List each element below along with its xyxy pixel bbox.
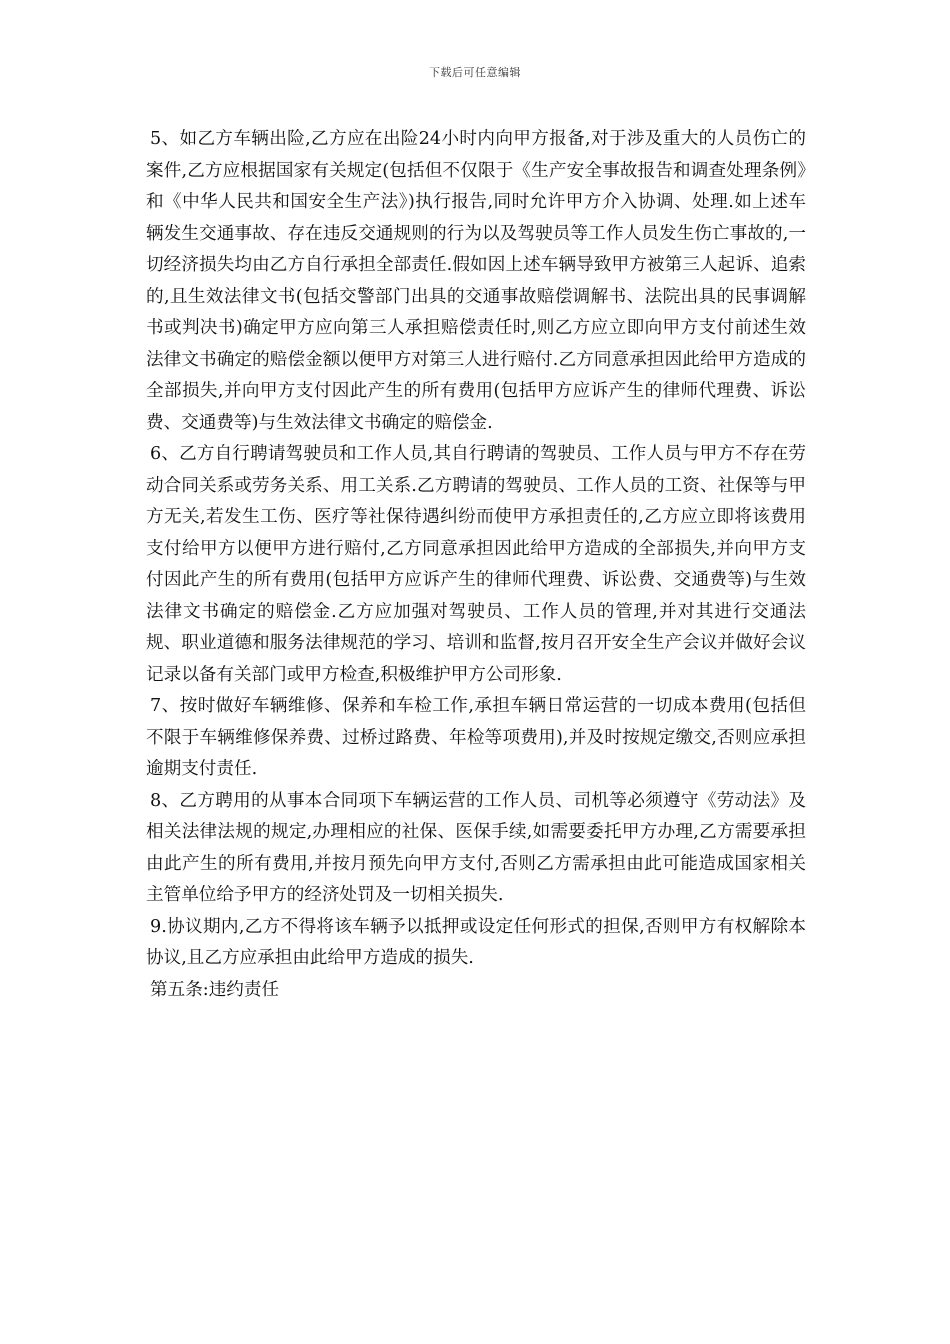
clause-8-paragraph: 8、乙方聘用的从事本合同项下车辆运营的工作人员、司机等必须遵守《劳动法》及相关法律法规的规定,办理相应的社保、医保手续,如需要委托甲方办理,乙方需要承担由此产生的所有费用,并按月预先向甲方支付,否则乙方需承担由此可能造成国家相关主管单位给予甲方的经济处罚及一切相关损失.	[146, 790, 806, 905]
document-body	[146, 124, 806, 1006]
clause-5-paragraph: 5、如乙方车辆出险,乙方应在出险24小时内向甲方报备,对于涉及重大的人员伤亡的案件,乙方应根据国家有关规定(包括但不仅限于《生产安全事故报告和调查处理条例》和《中华人民共和国安全生产法》)执行报告,同时允许甲方介入协调、处理.如上述车辆发生交通事故、存在违反交通规则的行为以及驾驶员等工作人员发生伤亡事故的,一切经济损失均由乙方自行承担全部责任.假如因上述车辆导致甲方被第三人起诉、追索的,且生效法律文书(包括交警部门出具的交通事故赔偿调解书、法院出具的民事调解书或判决书)确定甲方应向第三人承担赔偿责任时,则乙方应立即向甲方支付前述生效法律文书确定的赔偿金额以便甲方对第三人进行赔付.乙方同意承担因此给甲方造成的全部损失,并向甲方支付因此产生的所有费用(包括甲方应诉产生的律师代理费、诉讼费、交通费等)与生效法律文书确定的赔偿金.	[146, 129, 806, 433]
page-header-note: 下载后可任意编辑	[429, 66, 521, 79]
clause-9-paragraph: 9.协议期内,乙方不得将该车辆予以抵押或设定任何形式的担保,否则甲方有权解除本协议,且乙方应承担由此给甲方造成的损失.	[146, 916, 806, 968]
clause-7-paragraph: 7、按时做好车辆维修、保养和车检工作,承担车辆日常运营的一切成本费用(包括但不限于车辆维修保养费、过桥过路费、年检等项费用),并及时按规定缴交,否则应承担逾期支付责任.	[146, 696, 806, 779]
clause-6-paragraph: 6、乙方自行聘请驾驶员和工作人员,其自行聘请的驾驶员、工作人员与甲方不存在劳动合同关系或劳务关系、用工关系.乙方聘请的驾驶员、工作人员的工资、社保等与甲方无关,若发生工伤、医疗等社保待遇纠纷而使甲方承担责任的,乙方应立即将该费用支付给甲方以便甲方进行赔付,乙方同意承担因此给甲方造成的全部损失,并向甲方支付因此产生的所有费用(包括甲方应诉产生的律师代理费、诉讼费、交通费等)与生效法律文书确定的赔偿金.乙方应加强对驾驶员、工作人员的管理,并对其进行交通法规、职业道德和服务法律规范的学习、培训和监督,按月召开安全生产会议并做好会议记录以备有关部门或甲方检查,积极维护甲方公司形象.	[146, 444, 806, 685]
section-heading: 第五条:违约责任	[150, 979, 280, 1000]
